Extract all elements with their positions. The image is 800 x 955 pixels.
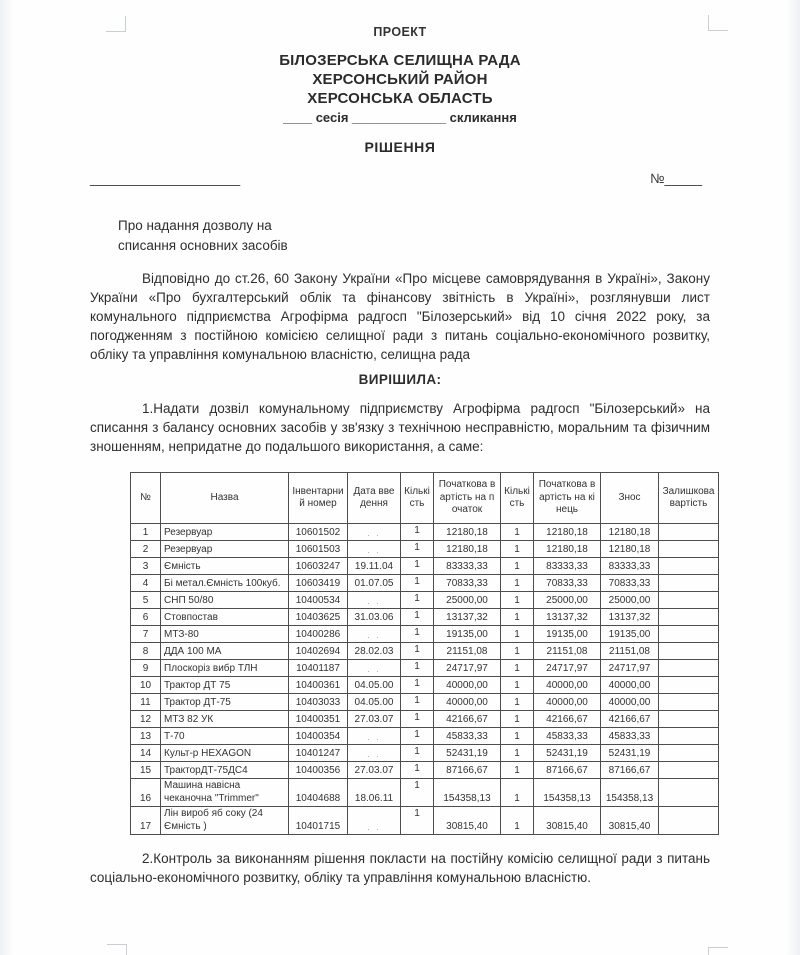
- table-cell: 10400534: [289, 592, 348, 609]
- column-header: Інвентарний номер: [289, 473, 348, 524]
- table-cell: [659, 524, 719, 541]
- table-cell: 1: [401, 762, 434, 779]
- table-cell: 10603247: [289, 558, 348, 575]
- table-cell: 13137,32: [434, 609, 501, 626]
- table-cell: 1: [401, 609, 434, 626]
- table-cell: [659, 694, 719, 711]
- table-cell: [659, 745, 719, 762]
- table-cell: 30815,40: [534, 807, 601, 835]
- table-row: [131, 558, 719, 575]
- table-cell: 70833,33: [534, 575, 601, 592]
- table-cell: 1: [501, 677, 534, 694]
- table-cell: 18.06.11: [348, 779, 401, 807]
- table-cell: 45833,33: [534, 728, 601, 745]
- table-cell: 154358,13: [434, 779, 501, 807]
- table-cell: [659, 575, 719, 592]
- table-cell: 10404688: [289, 779, 348, 807]
- table-cell: 10603419: [289, 575, 348, 592]
- table-cell: 42166,67: [434, 711, 501, 728]
- column-header: Знос: [601, 473, 659, 524]
- organization-block: [90, 51, 710, 108]
- table-cell: 01.07.05: [348, 575, 401, 592]
- table-cell: Культ-р HEXAGON: [161, 745, 289, 762]
- table-cell: 13137,32: [534, 609, 601, 626]
- table-row: [131, 728, 719, 745]
- table-cell: 1: [131, 524, 161, 541]
- table-cell: 24717,97: [601, 660, 659, 677]
- table-cell: 1: [401, 677, 434, 694]
- table-cell: 1: [401, 660, 434, 677]
- region-name: ХЕРСОНСЬКА ОБЛАСТЬ: [307, 90, 493, 107]
- table-cell: 40000,00: [534, 677, 601, 694]
- table-cell: 1: [501, 779, 534, 807]
- table-cell: [659, 677, 719, 694]
- table-row: [131, 807, 719, 835]
- table-cell: . .: [348, 524, 401, 541]
- resolved-heading: ВИРІШИЛА:: [358, 372, 442, 387]
- table-cell: 10400286: [289, 626, 348, 643]
- table-cell: 87166,67: [601, 762, 659, 779]
- date-blank-line: ____________________: [90, 171, 241, 186]
- table-cell: 30815,40: [434, 807, 501, 835]
- column-header: №: [131, 473, 161, 524]
- table-row: [131, 745, 719, 762]
- table-row: [131, 660, 719, 677]
- table-cell: 28.02.03: [348, 643, 401, 660]
- table-cell: 1: [501, 711, 534, 728]
- session-line: ____ сесія _____________ скликання: [283, 110, 517, 125]
- table-cell: 40000,00: [434, 677, 501, 694]
- table-cell: 52431,19: [434, 745, 501, 762]
- table-cell: 83333,33: [601, 558, 659, 575]
- table-cell: 10403625: [289, 609, 348, 626]
- table-cell: ТракторДТ-75ДС4: [161, 762, 289, 779]
- table-cell: 3: [131, 558, 161, 575]
- table-cell: 12180,18: [434, 541, 501, 558]
- item1-paragraph: 1.Надати дозвіл комунальному підприємству Агрофірма радгосп "Білозерський» на списання з балансу основних засобів у зв'язку з технічною несправністю, моральним та фізичним зношенням, непридатне до подальшого використання, а саме:: [90, 401, 710, 454]
- table-cell: 1: [501, 626, 534, 643]
- table-cell: 10400361: [289, 677, 348, 694]
- table-cell: 87166,67: [534, 762, 601, 779]
- table-cell: 1: [501, 694, 534, 711]
- table-cell: 10400351: [289, 711, 348, 728]
- table-cell: 1: [501, 558, 534, 575]
- table-cell: Стовпостав: [161, 609, 289, 626]
- table-cell: 52431,19: [534, 745, 601, 762]
- table-cell: 9: [131, 660, 161, 677]
- decision-title: РІШЕННЯ: [364, 139, 436, 155]
- table-cell: 19.11.04: [348, 558, 401, 575]
- table-cell: 12180,18: [534, 541, 601, 558]
- header-row: [131, 473, 719, 524]
- table-cell: 1: [501, 609, 534, 626]
- table-cell: 40000,00: [434, 694, 501, 711]
- table-cell: [659, 626, 719, 643]
- table-cell: 83333,33: [534, 558, 601, 575]
- table-cell: [659, 643, 719, 660]
- item2-paragraph: 2.Контроль за виконанням рішення покласти на постійну комісію селищної ради з питань соціально-економічного розвитку, обліку та управління комунальною власністю.: [90, 851, 710, 885]
- table-cell: 52431,19: [601, 745, 659, 762]
- table-cell: 1: [401, 541, 434, 558]
- table-cell: 154358,13: [601, 779, 659, 807]
- table-cell: СНП 50/80: [161, 592, 289, 609]
- subject-line-1: Про надання дозволу на: [118, 218, 272, 233]
- table-cell: 1: [401, 643, 434, 660]
- table-cell: 42166,67: [601, 711, 659, 728]
- table-cell: 15: [131, 762, 161, 779]
- table-cell: 25000,00: [534, 592, 601, 609]
- decision-number: №_____: [649, 171, 702, 186]
- table-cell: 14: [131, 745, 161, 762]
- table-cell: 10401715: [289, 807, 348, 835]
- council-name: БІЛОЗЕРСЬКА СЕЛИЩНА РАДА: [279, 52, 521, 69]
- crop-mark-bottom-right-icon: [708, 947, 728, 955]
- table-cell: 10400354: [289, 728, 348, 745]
- table-cell: 10601502: [289, 524, 348, 541]
- table-cell: 1: [501, 728, 534, 745]
- table-cell: 1: [401, 575, 434, 592]
- table-cell: 24717,97: [534, 660, 601, 677]
- table-cell: 1: [501, 660, 534, 677]
- table-cell: [659, 807, 719, 835]
- table-row: [131, 626, 719, 643]
- table-cell: 83333,33: [434, 558, 501, 575]
- table-cell: 45833,33: [434, 728, 501, 745]
- table-cell: 10: [131, 677, 161, 694]
- number-row: [90, 171, 710, 186]
- table-cell: 2: [131, 541, 161, 558]
- table-row: [131, 541, 719, 558]
- table-cell: 40000,00: [601, 677, 659, 694]
- table-row: [131, 575, 719, 592]
- table-cell: 1: [401, 626, 434, 643]
- table-cell: 7: [131, 626, 161, 643]
- table-cell: 11: [131, 694, 161, 711]
- table-cell: 70833,33: [601, 575, 659, 592]
- table-cell: [659, 728, 719, 745]
- table-cell: 04.05.00: [348, 677, 401, 694]
- table-cell: 12180,18: [434, 524, 501, 541]
- column-header: Залишкова вартість: [659, 473, 719, 524]
- table-cell: 19135,00: [534, 626, 601, 643]
- table-cell: 1: [401, 524, 434, 541]
- table-cell: [659, 762, 719, 779]
- table-cell: 8: [131, 643, 161, 660]
- table-cell: 1: [501, 643, 534, 660]
- table-cell: [659, 609, 719, 626]
- table-cell: 24717,97: [434, 660, 501, 677]
- table-cell: . .: [348, 626, 401, 643]
- table-cell: 1: [501, 592, 534, 609]
- table-cell: 1: [401, 694, 434, 711]
- table-row: [131, 762, 719, 779]
- table-cell: [659, 592, 719, 609]
- crop-mark-bottom-left-icon: [107, 944, 127, 955]
- table-cell: 12: [131, 711, 161, 728]
- table-cell: Резервуар: [161, 524, 289, 541]
- table-cell: МТЗ 82 УК: [161, 711, 289, 728]
- asset-table-header: [131, 473, 719, 524]
- table-cell: 16: [131, 779, 161, 807]
- table-row: [131, 711, 719, 728]
- table-cell: 31.03.06: [348, 609, 401, 626]
- table-cell: Лін вироб яб соку (24 Ємність ): [161, 807, 289, 835]
- table-cell: 13137,32: [601, 609, 659, 626]
- table-cell: Ємність: [161, 558, 289, 575]
- table-cell: 4: [131, 575, 161, 592]
- table-cell: 21151,08: [601, 643, 659, 660]
- table-cell: 1: [501, 575, 534, 592]
- intro-paragraph: Відповідно до ст.26, 60 Закону України «Про місцеве самоврядування в Україні», Закону України «Про бухгалтерський облік та фінансову звітність в Україні», розглянувши лист комунального підприємства Агрофірма радгосп "Білозерський» від 10 січня 2022 року, за погодженням з постійною комісією селищної ради з питань соціально-економічного розвитку, обліку та управління комунальною власністю, селищна рада: [90, 271, 710, 362]
- table-cell: 70833,33: [434, 575, 501, 592]
- table-cell: 1: [401, 558, 434, 575]
- table-cell: . .: [348, 807, 401, 835]
- table-row: [131, 694, 719, 711]
- table-cell: 42166,67: [534, 711, 601, 728]
- table-cell: . .: [348, 541, 401, 558]
- table-cell: 12180,18: [601, 541, 659, 558]
- table-cell: 40000,00: [601, 694, 659, 711]
- asset-table: [130, 472, 719, 835]
- column-header: Назва: [161, 473, 289, 524]
- table-cell: Трактор ДТ 75: [161, 677, 289, 694]
- table-cell: 27.03.07: [348, 711, 401, 728]
- table-cell: 1: [401, 807, 434, 835]
- column-header: Початкова вартість на початок: [434, 473, 501, 524]
- table-cell: 10401187: [289, 660, 348, 677]
- project-label: ПРОЕКТ: [373, 25, 427, 39]
- table-cell: 10401247: [289, 745, 348, 762]
- table-row: [131, 643, 719, 660]
- table-cell: . .: [348, 728, 401, 745]
- table-cell: 1: [401, 711, 434, 728]
- table-cell: 154358,13: [534, 779, 601, 807]
- table-cell: 10400356: [289, 762, 348, 779]
- table-cell: 13: [131, 728, 161, 745]
- table-cell: 1: [501, 541, 534, 558]
- table-cell: 1: [401, 728, 434, 745]
- table-cell: [659, 558, 719, 575]
- table-cell: Бі метал.Ємність 100куб.: [161, 575, 289, 592]
- table-row: [131, 524, 719, 541]
- table-cell: 25000,00: [434, 592, 501, 609]
- table-cell: 10403033: [289, 694, 348, 711]
- column-header: Початкова вартість на кінець: [534, 473, 601, 524]
- subject-line-2: списання основних засобів: [118, 237, 288, 253]
- table-cell: 40000,00: [534, 694, 601, 711]
- column-header: Дата введення: [348, 473, 401, 524]
- asset-table-body: [131, 524, 719, 835]
- table-cell: . .: [348, 660, 401, 677]
- table-cell: 1: [401, 592, 434, 609]
- table-cell: [659, 660, 719, 677]
- table-cell: 21151,08: [434, 643, 501, 660]
- table-cell: 12180,18: [534, 524, 601, 541]
- district-name: ХЕРСОНСЬКИЙ РАЙОН: [312, 71, 488, 88]
- table-cell: Плоскоріз вибр ТЛН: [161, 660, 289, 677]
- table-cell: [659, 541, 719, 558]
- table-cell: 10402694: [289, 643, 348, 660]
- table-cell: 12180,18: [601, 524, 659, 541]
- table-cell: [659, 711, 719, 728]
- column-header: Кількість: [501, 473, 534, 524]
- table-cell: ДДА 100 МА: [161, 643, 289, 660]
- table-cell: 1: [501, 524, 534, 541]
- table-cell: 10601503: [289, 541, 348, 558]
- table-cell: Резервуар: [161, 541, 289, 558]
- column-header: Кількість: [401, 473, 434, 524]
- subject-block: [118, 216, 710, 255]
- table-row: [131, 592, 719, 609]
- table-cell: 1: [501, 745, 534, 762]
- table-cell: 21151,08: [534, 643, 601, 660]
- table-cell: 17: [131, 807, 161, 835]
- table-cell: 87166,67: [434, 762, 501, 779]
- table-cell: 1: [501, 762, 534, 779]
- table-cell: 1: [401, 779, 434, 807]
- table-cell: Трактор ДТ-75: [161, 694, 289, 711]
- table-cell: [659, 779, 719, 807]
- table-cell: 27.03.07: [348, 762, 401, 779]
- table-cell: Машина навісна чеканочна "Trimmer": [161, 779, 289, 807]
- table-row: [131, 677, 719, 694]
- table-cell: Т-70: [161, 728, 289, 745]
- table-cell: 6: [131, 609, 161, 626]
- table-cell: 5: [131, 592, 161, 609]
- table-row: [131, 779, 719, 807]
- table-cell: 19135,00: [434, 626, 501, 643]
- table-cell: 45833,33: [601, 728, 659, 745]
- table-cell: 1: [401, 745, 434, 762]
- table-cell: 1: [501, 807, 534, 835]
- table-cell: . .: [348, 592, 401, 609]
- table-cell: 30815,40: [601, 807, 659, 835]
- table-cell: 04.05.00: [348, 694, 401, 711]
- table-cell: . .: [348, 745, 401, 762]
- table-cell: 25000,00: [601, 592, 659, 609]
- table-row: [131, 609, 719, 626]
- table-cell: МТЗ-80: [161, 626, 289, 643]
- table-cell: 19135,00: [601, 626, 659, 643]
